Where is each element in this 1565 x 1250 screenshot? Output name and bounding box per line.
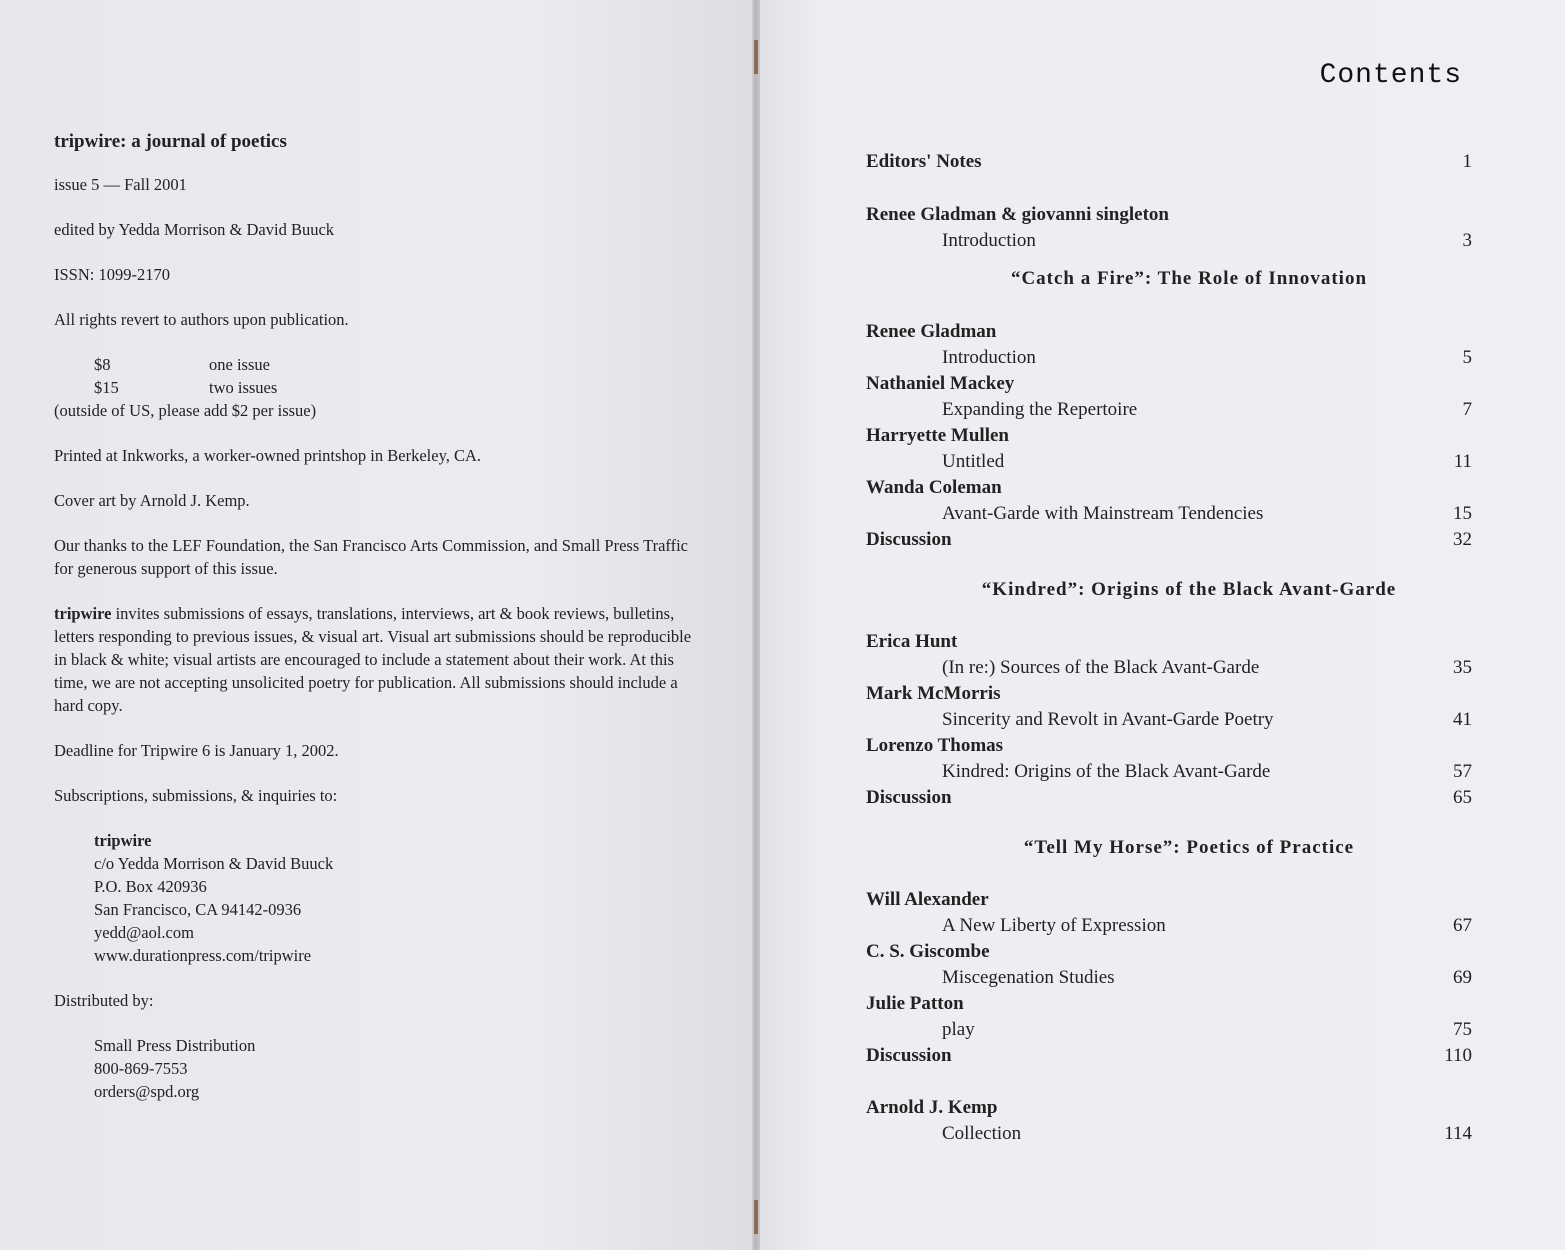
toc-page-number: 114 [1444, 1123, 1472, 1144]
toc-author: Mark McMorris [866, 683, 1001, 704]
submissions-paragraph [54, 602, 704, 717]
toc-author: C. S. Giscombe [866, 941, 990, 962]
toc-title: Introduction [942, 347, 1036, 368]
toc-page-number: 35 [1453, 657, 1472, 678]
section-heading: “Catch a Fire”: The Role of Innovation [1010, 268, 1368, 289]
price-note: (outside of US, please add $2 per issue) [54, 401, 317, 420]
toc-author: Lorenzo Thomas [866, 735, 1004, 756]
toc-page-number: 11 [1453, 451, 1472, 472]
book-spine [752, 0, 760, 1250]
section-heading: “Kindred”: Origins of the Black Avant-Garde [981, 579, 1397, 600]
colophon [54, 130, 704, 1125]
toc-entry [866, 475, 1472, 527]
toc-title: Avant-Garde with Mainstream Tendencies [942, 503, 1264, 524]
toc-page-number: 65 [1453, 787, 1472, 808]
toc-line [866, 913, 1472, 939]
toc-page-number: 75 [1453, 1019, 1472, 1040]
price-amount: $8 [94, 355, 111, 374]
toc-title: Introduction [942, 230, 1036, 251]
toc-line [866, 449, 1472, 475]
toc-line [866, 965, 1472, 991]
editors-line: edited by Yedda Morrison & David Buuck [54, 220, 335, 239]
toc-entry [866, 1095, 1472, 1147]
cover-art-line: Cover art by Arnold J. Kemp. [54, 491, 250, 510]
price-row [54, 376, 704, 399]
toc-entry [866, 887, 1472, 939]
toc-discussion [866, 1043, 1472, 1069]
address-name: tripwire [94, 831, 152, 850]
toc-page-number: 110 [1444, 1045, 1472, 1066]
address-line: P.O. Box 420936 [94, 877, 207, 896]
toc-line [866, 345, 1472, 371]
toc-author: Erica Hunt [866, 631, 958, 652]
toc-entry [866, 371, 1472, 423]
distributor-block [54, 1034, 704, 1103]
toc-line [866, 1017, 1472, 1043]
journal-title: tripwire: a journal of poetics [54, 131, 287, 152]
toc-author: Wanda Coleman [866, 477, 1002, 498]
toc-title: Discussion [866, 529, 952, 550]
toc-title: Discussion [866, 787, 952, 808]
toc-entry [866, 423, 1472, 475]
inquiries-label: Subscriptions, submissions, & inquiries to: [54, 786, 338, 805]
toc-title: Expanding the Repertoire [942, 399, 1138, 420]
distributed-label: Distributed by: [54, 991, 154, 1010]
website-url: www.durationpress.com/tripwire [94, 946, 312, 965]
toc-title: Untitled [942, 451, 1005, 472]
toc-author: Harryette Mullen [866, 425, 1009, 446]
toc-title: Miscegenation Studies [942, 967, 1115, 988]
price-label: one issue [209, 355, 270, 374]
toc-page-number: 1 [1462, 151, 1472, 172]
toc-author: Renee Gladman & giovanni singleton [866, 204, 1169, 225]
toc-title: Sincerity and Revolt in Avant-Garde Poetry [942, 709, 1274, 730]
section-heading: “Tell My Horse”: Poetics of Practice [1023, 837, 1355, 858]
submissions-journal-name: tripwire [54, 604, 112, 623]
toc-author: Arnold J. Kemp [866, 1097, 998, 1118]
price-amount: $15 [94, 378, 119, 397]
toc-title: Collection [942, 1123, 1022, 1144]
address-line: c/o Yedda Morrison & David Buuck [94, 854, 334, 873]
toc-line [866, 759, 1472, 785]
toc-author: Will Alexander [866, 889, 989, 910]
toc-page-number: 15 [1453, 503, 1472, 524]
address-line: San Francisco, CA 94142-0936 [94, 900, 302, 919]
toc-title: Editors' Notes [866, 151, 982, 172]
contents-heading: Contents [1319, 60, 1462, 91]
toc-title: Discussion [866, 1045, 952, 1066]
toc-entry [866, 319, 1472, 371]
toc-title: Kindred: Origins of the Black Avant-Garde [942, 761, 1271, 782]
toc-page-number: 3 [1462, 230, 1472, 251]
toc-title: A New Liberty of Expression [942, 915, 1166, 936]
email-address: yedd@aol.com [94, 923, 194, 942]
staple-bottom [754, 1200, 758, 1234]
toc-discussion [866, 527, 1472, 553]
staple-top [754, 40, 758, 74]
price-label: two issues [209, 378, 278, 397]
submissions-text: invites submissions of essays, translations, interviews, art & book reviews, bulletins, letters responding to previous issues, & visual art. Visual art submissions should be reproducible in black & white; visual artists are encouraged to include a statement about their work. At this time, we are not accepting unsolicited poetry for publication. All submissions should include a hard copy. [54, 604, 692, 715]
toc-entry-editors-notes [866, 149, 1472, 175]
toc-page-number: 69 [1453, 967, 1472, 988]
table-of-contents [866, 145, 1472, 1147]
toc-entry [866, 733, 1472, 785]
toc-author: Julie Patton [866, 993, 964, 1014]
toc-line [866, 501, 1472, 527]
printer-line: Printed at Inkworks, a worker-owned printshop in Berkeley, CA. [54, 446, 482, 465]
toc-page-number: 32 [1453, 529, 1472, 550]
price-list [54, 353, 704, 422]
toc-page-number: 57 [1453, 761, 1472, 782]
mailing-address [54, 829, 704, 967]
toc-entry [866, 939, 1472, 991]
toc-entry [866, 991, 1472, 1043]
issn-line: ISSN: 1099-2170 [54, 265, 170, 284]
toc-entry [866, 629, 1472, 681]
toc-line [866, 397, 1472, 423]
deadline-line: Deadline for Tripwire 6 is January 1, 2002. [54, 741, 339, 760]
toc-page-number: 7 [1462, 399, 1472, 420]
price-row [54, 353, 704, 376]
toc-page-number: 5 [1462, 347, 1472, 368]
distributor-name: Small Press Distribution [94, 1036, 256, 1055]
distributor-phone: 800-869-7553 [94, 1059, 188, 1078]
toc-author: Renee Gladman [866, 321, 997, 342]
toc-page-number: 41 [1453, 709, 1472, 730]
toc-discussion [866, 785, 1472, 811]
issue-line: issue 5 — Fall 2001 [54, 175, 187, 194]
toc-entry [866, 681, 1472, 733]
toc-author: Nathaniel Mackey [866, 373, 1015, 394]
toc-line [866, 707, 1472, 733]
toc-line [866, 1121, 1472, 1147]
rights-line: All rights revert to authors upon publication. [54, 310, 349, 329]
toc-title: (In re:) Sources of the Black Avant-Garde [942, 657, 1260, 678]
distributor-email: orders@spd.org [94, 1082, 200, 1101]
toc-line [866, 655, 1472, 681]
toc-page-number: 67 [1453, 915, 1472, 936]
toc-title: play [942, 1019, 975, 1040]
thanks-paragraph: Our thanks to the LEF Foundation, the San Francisco Arts Commission, and Small Press Traffic for generous support of this issue. [54, 536, 689, 578]
toc-entry [866, 202, 1472, 254]
toc-line [866, 228, 1472, 254]
